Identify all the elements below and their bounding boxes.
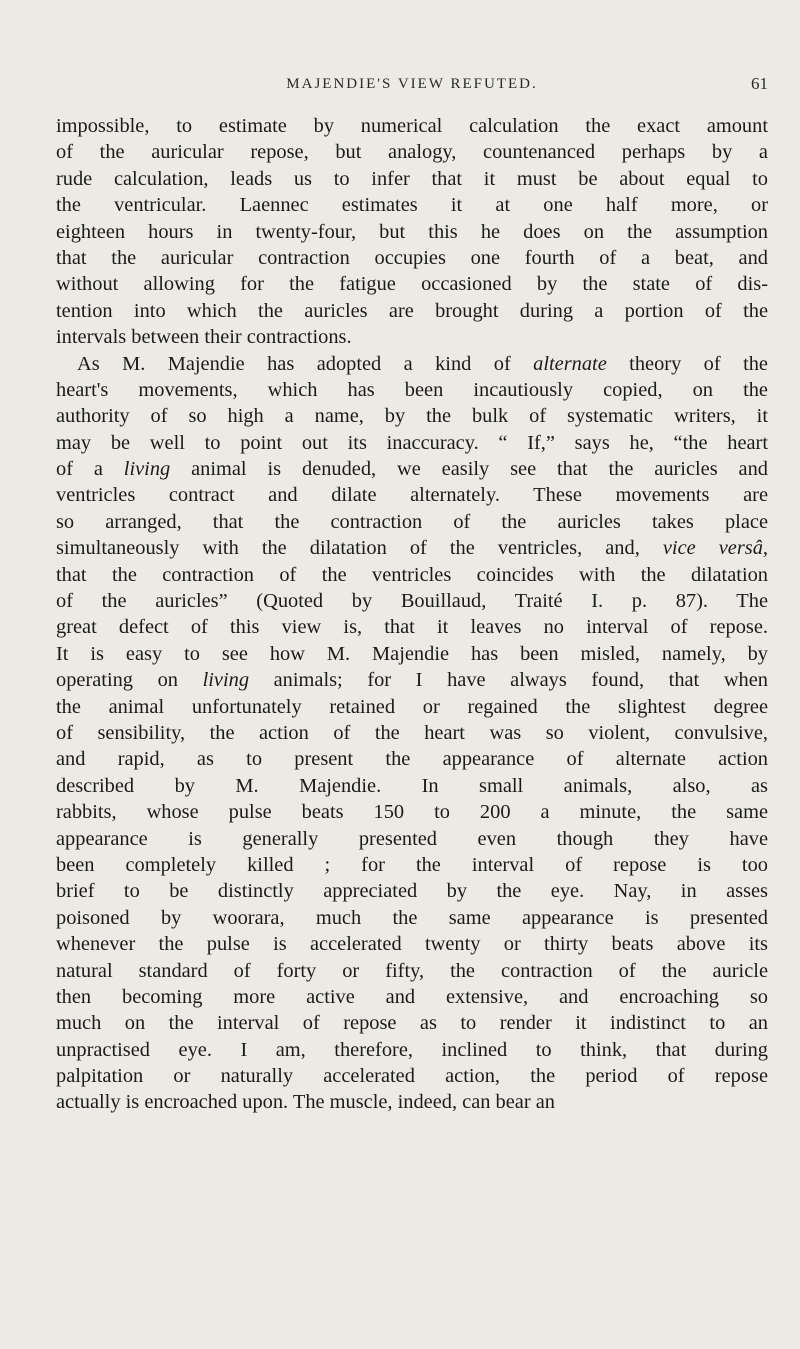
text-segment: rabbits, whose pulse beats 150 to 200 a minute, the same	[56, 801, 768, 824]
text-segment: then becoming more active and extensive, and encroaching so	[56, 985, 768, 1008]
text-line	[56, 1089, 768, 1115]
text-line	[56, 324, 768, 350]
text-line	[56, 166, 768, 192]
text-line	[56, 799, 768, 825]
text-line	[56, 1037, 768, 1063]
text-line	[56, 245, 768, 271]
text-line	[56, 614, 768, 640]
text-segment: of the auricles” (Quoted by Bouillaud, Traité I. p. 87). The	[56, 590, 768, 613]
text-segment: much on the interval of repose as to render it indistinct to an	[56, 1012, 768, 1035]
text-segment: rude calculation, leads us to infer that it must be about equal to	[56, 167, 768, 190]
text-line	[56, 931, 768, 957]
text-line	[56, 773, 768, 799]
text-line	[56, 984, 768, 1010]
text-segment: As M. Majendie has adopted a kind of	[77, 352, 534, 375]
page-number: 61	[751, 74, 768, 93]
text-segment: the animal unfortunately retained or regained the slightest degree	[56, 695, 768, 718]
text-line	[56, 1010, 768, 1036]
italic-text: alternate	[533, 352, 607, 375]
text-line	[56, 562, 768, 588]
text-segment: poisoned by woorara, much the same appearance is presented	[56, 906, 768, 929]
text-line	[56, 588, 768, 614]
text-segment: that the contraction of the ventricles coincides with the dilatation	[56, 563, 768, 586]
text-segment: authority of so high a name, by the bulk of systematic writers, it	[56, 405, 768, 428]
text-segment: of the auricular repose, but analogy, countenanced perhaps by a	[56, 141, 768, 164]
text-line	[56, 298, 768, 324]
text-line	[56, 1063, 768, 1089]
body-text	[56, 113, 768, 1116]
running-head	[56, 72, 768, 96]
running-title: MAJENDIE'S VIEW REFUTED.	[286, 76, 538, 92]
text-line	[56, 113, 768, 139]
italic-text: living	[202, 669, 250, 692]
text-segment: unpractised eye. I am, therefore, inclined to think, that during	[56, 1038, 768, 1061]
text-segment: of a	[56, 458, 124, 481]
text-line	[56, 905, 768, 931]
text-line	[56, 667, 768, 693]
text-segment: of sensibility, the action of the heart was so violent, convulsive,	[56, 721, 768, 744]
text-segment: that the auricular contraction occupies one fourth of a beat, and	[56, 246, 768, 269]
text-line	[56, 641, 768, 667]
text-segment: animal is denuded, we easily see that the auricles and	[170, 458, 768, 481]
text-segment: great defect of this view is, that it leaves no interval of repose.	[56, 616, 768, 639]
text-segment: may be well to point out its inaccuracy. “ If,” says he, “the heart	[56, 431, 768, 454]
text-line	[56, 456, 768, 482]
text-line	[56, 958, 768, 984]
text-segment: been completely killed ; for the interval of repose is too	[56, 853, 768, 876]
text-segment: animals; for I have always found, that when	[249, 669, 768, 692]
text-line	[56, 403, 768, 429]
text-segment: brief to be distinctly appreciated by the eye. Nay, in asses	[56, 880, 768, 903]
text-line	[56, 852, 768, 878]
text-line	[56, 746, 768, 772]
text-segment: without allowing for the fatigue occasioned by the state of dis-	[56, 273, 768, 296]
text-line	[56, 219, 768, 245]
text-line	[56, 878, 768, 904]
text-line	[56, 509, 768, 535]
text-segment: the ventricular. Laennec estimates it at one half more, or	[56, 194, 768, 217]
text-segment: tention into which the auricles are brought during a portion of the	[56, 299, 768, 322]
text-segment: impossible, to estimate by numerical calculation the exact amount	[56, 115, 768, 137]
text-segment: eighteen hours in twenty-four, but this he does on the assumption	[56, 220, 768, 243]
italic-text: living	[123, 458, 171, 481]
text-line	[56, 351, 768, 377]
text-line	[56, 139, 768, 165]
text-segment: described by M. Majendie. In small animals, also, as	[56, 774, 768, 797]
text-line	[56, 694, 768, 720]
text-segment: palpitation or naturally accelerated action, the period of repose	[56, 1065, 768, 1088]
text-line	[56, 192, 768, 218]
text-segment: intervals between their contractions.	[56, 326, 352, 349]
text-segment: ventricles contract and dilate alternately. These movements are	[56, 484, 768, 507]
text-segment: so arranged, that the contraction of the auricles takes place	[56, 510, 768, 533]
text-segment: whenever the pulse is accelerated twenty or thirty beats above its	[56, 933, 768, 956]
text-segment: It is easy to see how M. Majendie has been misled, namely, by	[56, 642, 768, 665]
text-segment: heart's movements, which has been incautiously copied, on the	[56, 378, 768, 401]
text-segment: simultaneously with the dilatation of the ventricles, and,	[56, 537, 663, 560]
text-segment: natural standard of forty or fifty, the contraction of the auricle	[56, 959, 768, 982]
text-line	[56, 377, 768, 403]
text-line	[56, 430, 768, 456]
text-segment: appearance is generally presented even though they have	[56, 827, 768, 850]
text-line	[56, 535, 768, 561]
text-line	[56, 271, 768, 297]
text-line	[56, 826, 768, 852]
italic-text: vice versâ,	[662, 537, 768, 560]
text-line	[56, 482, 768, 508]
text-segment: theory of the	[606, 352, 768, 375]
text-segment: and rapid, as to present the appearance of alternate action	[56, 748, 768, 771]
text-segment: actually is encroached upon. The muscle, indeed, can bear an	[56, 1091, 555, 1114]
text-segment: operating on	[56, 669, 203, 692]
text-line	[56, 720, 768, 746]
